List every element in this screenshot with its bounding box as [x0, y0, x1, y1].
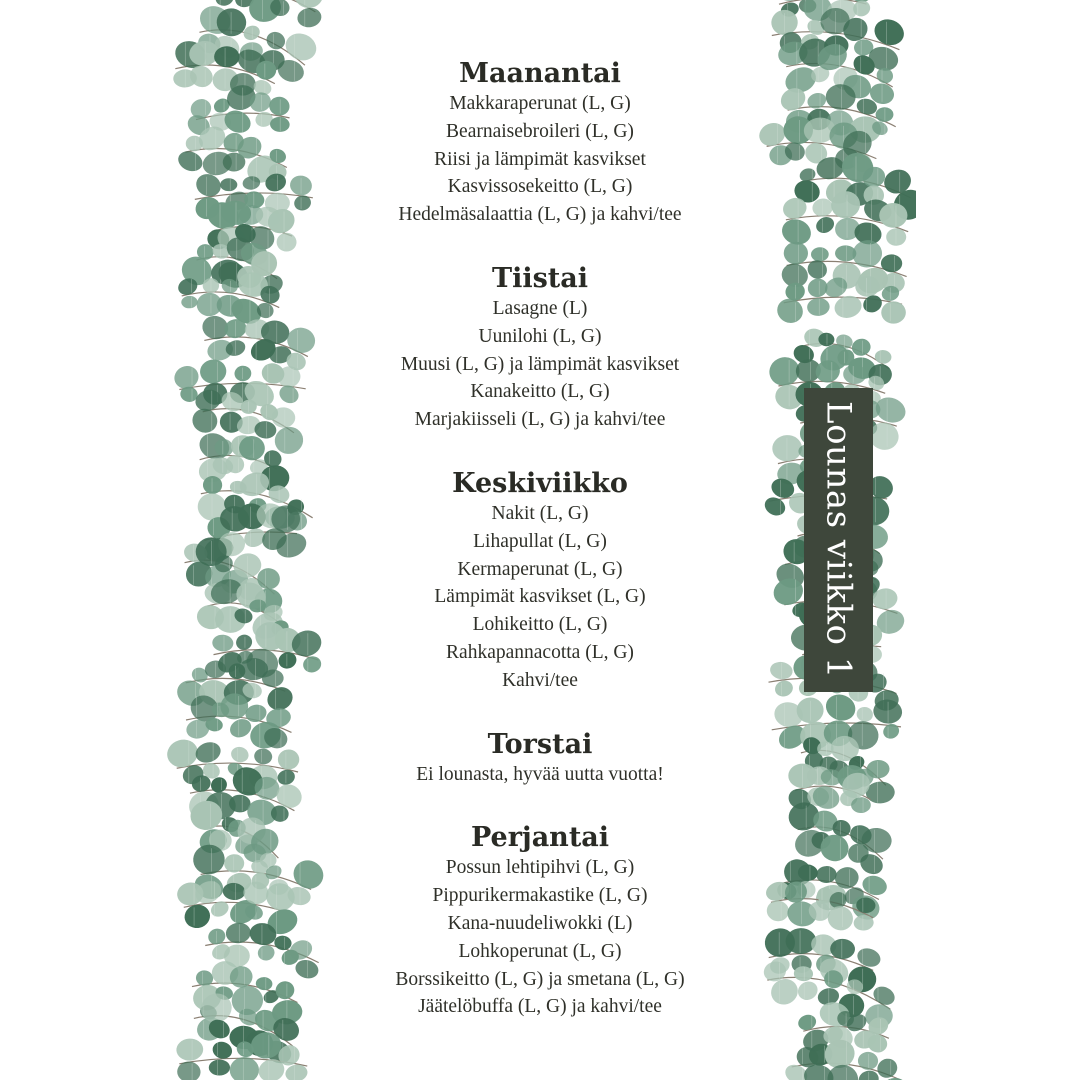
menu-item: Pippurikermakastike (L, G)	[432, 885, 648, 907]
menu-item: Kanakeitto (L, G)	[470, 381, 610, 403]
day-title: Maanantai	[459, 58, 621, 89]
menu-item: Ei lounasta, hyvää uutta vuotta!	[416, 763, 664, 785]
eucalyptus-leaves-left-icon	[164, 0, 324, 1080]
day-title: Perjantai	[470, 822, 610, 854]
eucalyptus-border-left	[164, 0, 324, 1080]
day-section	[330, 263, 750, 434]
title-banner	[804, 388, 873, 692]
menu-item: Lämpimät kasvikset (L, G)	[434, 586, 646, 608]
menu-item: Riisi ja lämpimät kasvikset	[434, 148, 646, 170]
menu-item: Marjakiisseli (L, G) ja kahvi/tee	[414, 409, 666, 431]
menu-item: Nakit (L, G)	[491, 502, 589, 524]
menu-item: Lohkoperunat (L, G)	[458, 940, 622, 962]
menu-item: Kahvi/tee	[502, 669, 578, 691]
menu-item: Kana-nuudeliwokki (L)	[447, 912, 633, 934]
day-title: Tiistai	[491, 262, 589, 294]
menu-item: Makkaraperunat (L, G)	[449, 93, 631, 114]
day-title: Torstai	[487, 728, 593, 760]
menu-item: Jäätelöbuffa (L, G) ja kahvi/tee	[418, 996, 662, 1018]
day-title: Keskiviikko	[452, 467, 628, 499]
menu-item: Uunilohi (L, G)	[478, 325, 602, 347]
menu-item: Hedelmäsalaattia (L, G) ja kahvi/tee	[398, 204, 682, 226]
menu-item: Lihapullat (L, G)	[473, 530, 607, 552]
day-section	[330, 822, 750, 1021]
menu-item: Muusi (L, G) ja lämpimät kasvikset	[400, 353, 680, 375]
menu-item: Bearnaisebroileri (L, G)	[446, 120, 634, 142]
menu-item: Lohikeitto (L, G)	[472, 614, 608, 636]
menu-item: Borssikeitto (L, G) ja smetana (L, G)	[395, 968, 685, 990]
menu-item: Kermaperunat (L, G)	[457, 558, 623, 580]
menu-item: Lasagne (L)	[492, 297, 588, 319]
menu-title: Lounas viikko 1	[818, 401, 859, 679]
day-section	[330, 729, 750, 789]
day-section	[330, 58, 750, 229]
menu-item: Rahkapannacotta (L, G)	[446, 641, 634, 663]
menu-item: Possun lehtipihvi (L, G)	[445, 857, 635, 879]
lunch-menu	[330, 58, 750, 1055]
menu-item: Kasvissosekeitto (L, G)	[447, 176, 633, 198]
day-section	[330, 468, 750, 695]
